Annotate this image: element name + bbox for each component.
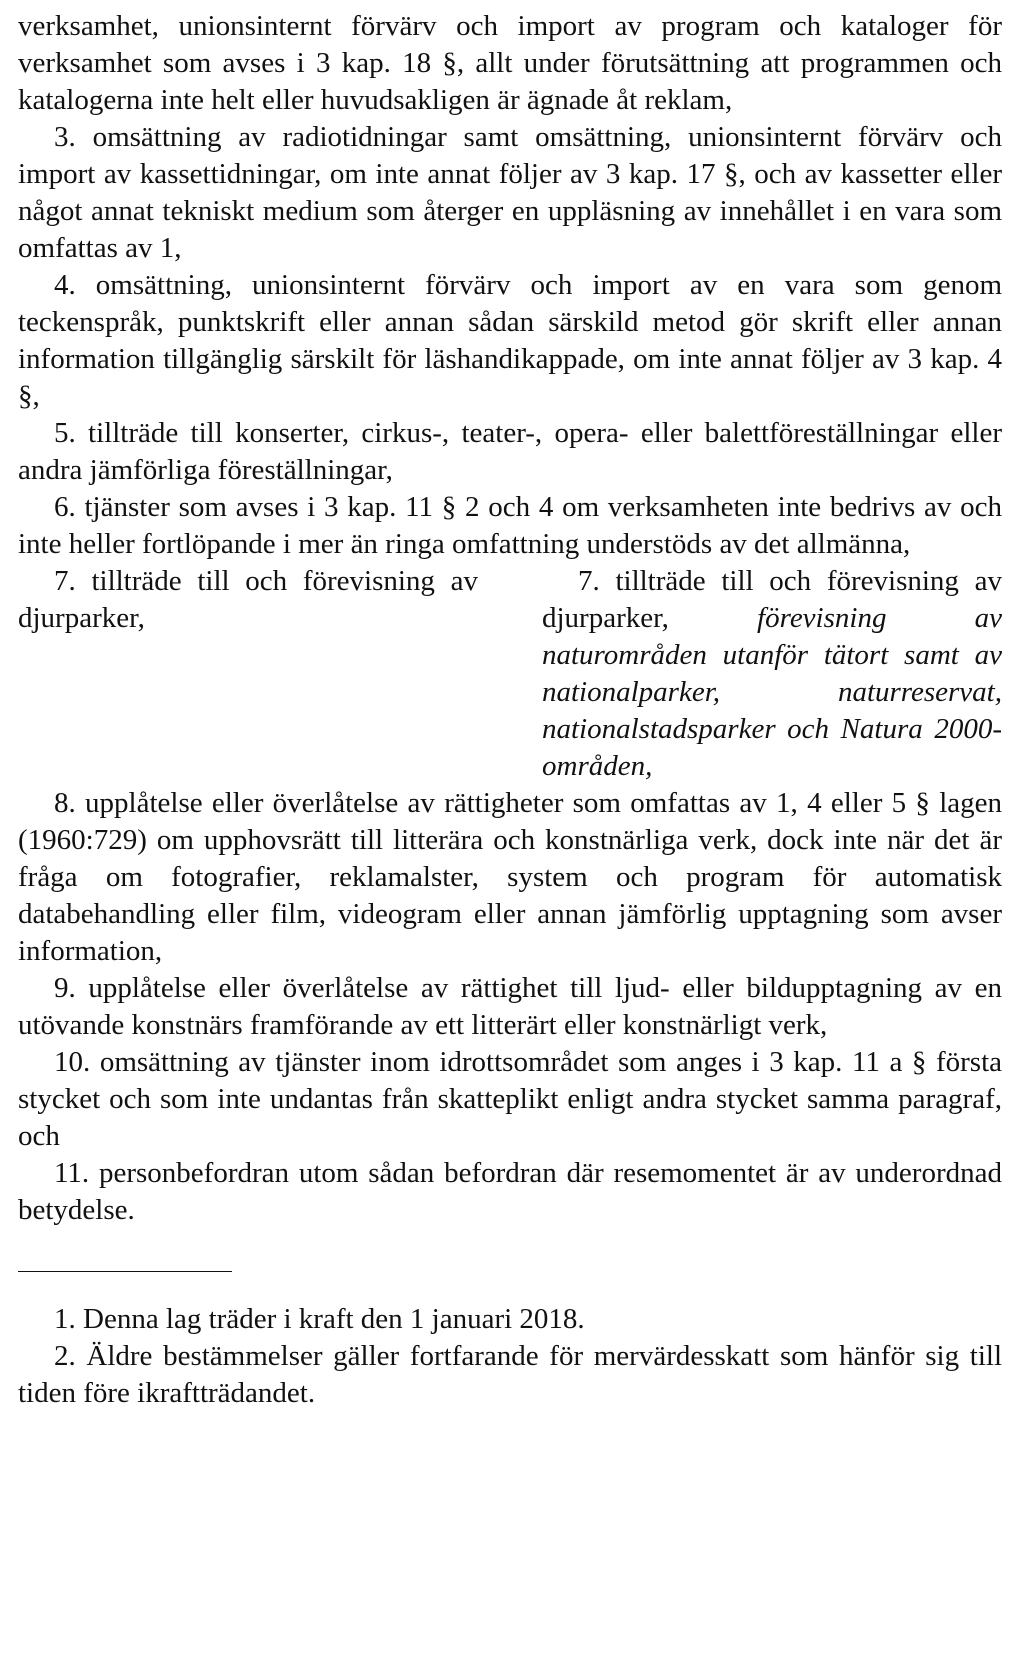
- current-item-7: 7. tillträde till och förevisning av djurparker,: [18, 565, 478, 634]
- opening-paragraph: verksamhet, unionsinternt förvärv och import av program och kataloger för verksamhet som avses i 3 kap. 18 §, allt under förutsättning att programmen och katalogerna inte helt eller huvudsakligen är ägnade åt reklam,: [18, 10, 1002, 116]
- list-item-8: 8. upplåtelse eller överlåtelse av rättigheter som omfattas av 1, 4 eller 5 § lagen (1960:729) om upphovsrätt till litterära och konstnärliga verk, dock inte när det är fråga om fotografier, reklamalster, system och program för automatisk databehandling eller film, videogram eller annan jämförlig upptagning som avser information,: [18, 787, 1002, 967]
- proposed-wording-column: [542, 563, 1002, 785]
- document-page: [18, 8, 1002, 1412]
- list-item-5: 5. tillträde till konserter, cirkus-, teater-, opera- eller balettföreställningar eller andra jämförliga föreställningar,: [18, 417, 1002, 486]
- list-item-6: 6. tjänster som avses i 3 kap. 11 § 2 och 4 om verksamheten inte bedrivs av och inte heller fortlöpande i mer än ringa omfattning understöds av det allmänna,: [18, 491, 1002, 560]
- list-item-10: 10. omsättning av tjänster inom idrottsområdet som anges i 3 kap. 11 a § första stycket och som inte undantas från skatteplikt enligt andra stycket samma paragraf, och: [18, 1046, 1002, 1152]
- list-item-3: 3. omsättning av radiotidningar samt omsättning, unionsinternt förvärv och import av kassettidningar, om inte annat följer av 3 kap. 17 §, och av kassetter eller något annat tekniskt medium som återger en uppläsning av innehållet i en vara som omfattas av 1,: [18, 121, 1002, 264]
- current-wording-column: [18, 563, 478, 785]
- comparison-table: [18, 563, 1002, 785]
- proposed-item-7: [542, 563, 1002, 785]
- proposed-item-7-prefix: 7. tillträde till och förevisning av djurparker,: [542, 565, 1002, 634]
- list-item-9: 9. upplåtelse eller överlåtelse av rättighet till ljud- eller bildupptagning av en utövande konstnärs framförande av ett litterärt eller konstnärligt verk,: [18, 972, 1002, 1041]
- footnote-divider: [18, 1271, 232, 1272]
- proposed-item-7-addition: förevisning av naturområden utanför tätort samt av nationalparker, naturreservat, nationalstadsparker och Natura 2000-områden,: [542, 602, 1002, 782]
- list-item-11: 11. personbefordran utom sådan befordran där resemomentet är av underordnad betydelse.: [18, 1157, 1002, 1226]
- footnote-1: 1. Denna lag träder i kraft den 1 januari 2018.: [54, 1303, 585, 1335]
- footnote-2: 2. Äldre bestämmelser gäller fortfarande för mervärdesskatt som hänför sig till tiden före ikraftträdandet.: [18, 1340, 1002, 1409]
- list-item-4: 4. omsättning, unionsinternt förvärv och import av en vara som genom teckenspråk, punktskrift eller annan sådan särskild metod gör skrift eller annan information tillgänglig särskilt för läshandikappade, om inte annat följer av 3 kap. 4 §,: [18, 269, 1002, 412]
